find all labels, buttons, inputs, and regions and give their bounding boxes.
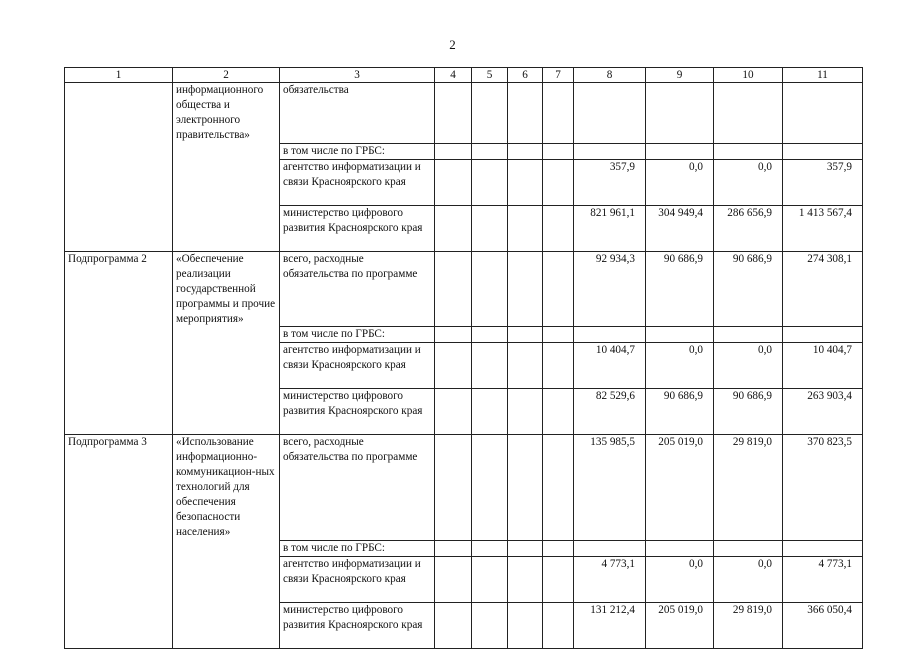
empty-cell xyxy=(543,389,574,435)
value-col11: 357,9 xyxy=(783,159,863,205)
header-cell: 9 xyxy=(646,68,714,83)
value-col10: 90 686,9 xyxy=(714,389,783,435)
value-col10 xyxy=(714,540,783,556)
budget-table xyxy=(64,67,863,649)
expense-type-cell: министерство цифрового развития Красноярского края xyxy=(280,205,435,251)
value-col9 xyxy=(646,143,714,159)
empty-cell xyxy=(435,83,472,144)
value-col10: 0,0 xyxy=(714,159,783,205)
empty-cell xyxy=(435,205,472,251)
empty-cell xyxy=(65,327,173,343)
value-col9 xyxy=(646,327,714,343)
value-col9: 0,0 xyxy=(646,343,714,389)
empty-cell xyxy=(173,602,280,648)
header-cell: 10 xyxy=(714,68,783,83)
empty-cell xyxy=(543,556,574,602)
empty-cell xyxy=(472,83,508,144)
empty-cell xyxy=(508,251,543,327)
empty-cell xyxy=(65,540,173,556)
program-name-cell: «Обеспечение реализации государственной программы и прочие мероприятия» xyxy=(173,251,280,327)
empty-cell xyxy=(508,556,543,602)
empty-cell xyxy=(65,343,173,389)
empty-cell xyxy=(65,389,173,435)
empty-cell xyxy=(435,251,472,327)
value-col9 xyxy=(646,83,714,144)
expense-type-cell: в том числе по ГРБС: xyxy=(280,143,435,159)
header-cell: 2 xyxy=(173,68,280,83)
program-code-cell xyxy=(65,83,173,144)
empty-cell xyxy=(472,251,508,327)
header-cell: 11 xyxy=(783,68,863,83)
expense-type-cell: обязательства xyxy=(280,83,435,144)
empty-cell xyxy=(508,83,543,144)
expense-type-cell: в том числе по ГРБС: xyxy=(280,327,435,343)
empty-cell xyxy=(435,389,472,435)
empty-cell xyxy=(435,143,472,159)
empty-cell xyxy=(435,327,472,343)
empty-cell xyxy=(508,540,543,556)
empty-cell xyxy=(472,205,508,251)
empty-cell xyxy=(472,143,508,159)
table-row xyxy=(65,389,863,435)
expense-type-cell: министерство цифрового развития Красноярского края xyxy=(280,602,435,648)
empty-cell xyxy=(472,435,508,541)
empty-cell xyxy=(435,435,472,541)
empty-cell xyxy=(65,143,173,159)
empty-cell xyxy=(508,435,543,541)
value-col8: 4 773,1 xyxy=(574,556,646,602)
value-col11: 10 404,7 xyxy=(783,343,863,389)
expense-type-cell: в том числе по ГРБС: xyxy=(280,540,435,556)
value-col8 xyxy=(574,327,646,343)
header-cell: 7 xyxy=(543,68,574,83)
expense-type-cell: всего, расходные обязательства по программе xyxy=(280,251,435,327)
empty-cell xyxy=(65,556,173,602)
program-code-cell: Подпрограмма 3 xyxy=(65,435,173,541)
empty-cell xyxy=(508,343,543,389)
empty-cell xyxy=(472,159,508,205)
expense-type-cell: агентство информатизации и связи Красноярского края xyxy=(280,556,435,602)
value-col10 xyxy=(714,83,783,144)
value-col8 xyxy=(574,83,646,144)
empty-cell xyxy=(543,602,574,648)
value-col10 xyxy=(714,143,783,159)
value-col10: 29 819,0 xyxy=(714,435,783,541)
header-cell: 5 xyxy=(472,68,508,83)
expense-type-cell: агентство информатизации и связи Красноярского края xyxy=(280,343,435,389)
value-col11: 263 903,4 xyxy=(783,389,863,435)
empty-cell xyxy=(65,205,173,251)
expense-type-cell: министерство цифрового развития Красноярского края xyxy=(280,389,435,435)
table-row xyxy=(65,143,863,159)
value-col8: 92 934,3 xyxy=(574,251,646,327)
empty-cell xyxy=(65,602,173,648)
empty-cell xyxy=(435,540,472,556)
expense-type-cell: агентство информатизации и связи Красноярского края xyxy=(280,159,435,205)
empty-cell xyxy=(435,556,472,602)
empty-cell xyxy=(65,159,173,205)
table-row xyxy=(65,327,863,343)
value-col8 xyxy=(574,143,646,159)
value-col8: 357,9 xyxy=(574,159,646,205)
program-code-cell: Подпрограмма 2 xyxy=(65,251,173,327)
value-col11 xyxy=(783,143,863,159)
table-row xyxy=(65,540,863,556)
empty-cell xyxy=(472,343,508,389)
table-row xyxy=(65,159,863,205)
table-row xyxy=(65,205,863,251)
value-col9: 90 686,9 xyxy=(646,389,714,435)
empty-cell xyxy=(508,602,543,648)
empty-cell xyxy=(472,389,508,435)
empty-cell xyxy=(543,343,574,389)
value-col9: 304 949,4 xyxy=(646,205,714,251)
value-col11 xyxy=(783,540,863,556)
value-col9: 0,0 xyxy=(646,159,714,205)
empty-cell xyxy=(173,556,280,602)
value-col10: 286 656,9 xyxy=(714,205,783,251)
table-row xyxy=(65,251,863,327)
empty-cell xyxy=(173,205,280,251)
empty-cell xyxy=(508,205,543,251)
value-col11: 370 823,5 xyxy=(783,435,863,541)
empty-cell xyxy=(543,251,574,327)
empty-cell xyxy=(173,143,280,159)
empty-cell xyxy=(508,143,543,159)
empty-cell xyxy=(435,343,472,389)
value-col9: 0,0 xyxy=(646,556,714,602)
empty-cell xyxy=(472,556,508,602)
header-cell: 8 xyxy=(574,68,646,83)
header-cell: 6 xyxy=(508,68,543,83)
value-col10: 29 819,0 xyxy=(714,602,783,648)
empty-cell xyxy=(543,143,574,159)
empty-cell xyxy=(173,327,280,343)
empty-cell xyxy=(543,540,574,556)
value-col9: 205 019,0 xyxy=(646,435,714,541)
empty-cell xyxy=(472,540,508,556)
empty-cell xyxy=(543,327,574,343)
empty-cell xyxy=(543,159,574,205)
header-cell: 4 xyxy=(435,68,472,83)
value-col8: 82 529,6 xyxy=(574,389,646,435)
value-col11 xyxy=(783,327,863,343)
empty-cell xyxy=(173,159,280,205)
expense-type-cell: всего, расходные обязательства по программе xyxy=(280,435,435,541)
value-col8 xyxy=(574,540,646,556)
value-col8: 10 404,7 xyxy=(574,343,646,389)
value-col8: 135 985,5 xyxy=(574,435,646,541)
value-col8: 821 961,1 xyxy=(574,205,646,251)
table-row xyxy=(65,435,863,541)
empty-cell xyxy=(543,205,574,251)
empty-cell xyxy=(435,159,472,205)
value-col11: 1 413 567,4 xyxy=(783,205,863,251)
program-name-cell: информационного общества и электронного правительства» xyxy=(173,83,280,144)
empty-cell xyxy=(173,389,280,435)
empty-cell xyxy=(543,83,574,144)
header-row xyxy=(65,68,863,83)
table-row xyxy=(65,602,863,648)
empty-cell xyxy=(508,389,543,435)
header-cell: 3 xyxy=(280,68,435,83)
value-col8: 131 212,4 xyxy=(574,602,646,648)
table-row xyxy=(65,83,863,144)
empty-cell xyxy=(173,540,280,556)
value-col10 xyxy=(714,327,783,343)
header-cell: 1 xyxy=(65,68,173,83)
value-col9: 90 686,9 xyxy=(646,251,714,327)
value-col11: 274 308,1 xyxy=(783,251,863,327)
table-row xyxy=(65,556,863,602)
value-col11: 366 050,4 xyxy=(783,602,863,648)
empty-cell xyxy=(472,602,508,648)
value-col9: 205 019,0 xyxy=(646,602,714,648)
value-col11 xyxy=(783,83,863,144)
empty-cell xyxy=(472,327,508,343)
empty-cell xyxy=(508,159,543,205)
value-col11: 4 773,1 xyxy=(783,556,863,602)
empty-cell xyxy=(173,343,280,389)
program-name-cell: «Использование информационно-коммуникацион-ных технологий для обеспечения безопасности населения» xyxy=(173,435,280,541)
empty-cell xyxy=(508,327,543,343)
value-col10: 90 686,9 xyxy=(714,251,783,327)
empty-cell xyxy=(543,435,574,541)
value-col10: 0,0 xyxy=(714,556,783,602)
empty-cell xyxy=(435,602,472,648)
table-row xyxy=(65,343,863,389)
value-col10: 0,0 xyxy=(714,343,783,389)
value-col9 xyxy=(646,540,714,556)
page-number: 2 xyxy=(449,37,456,52)
